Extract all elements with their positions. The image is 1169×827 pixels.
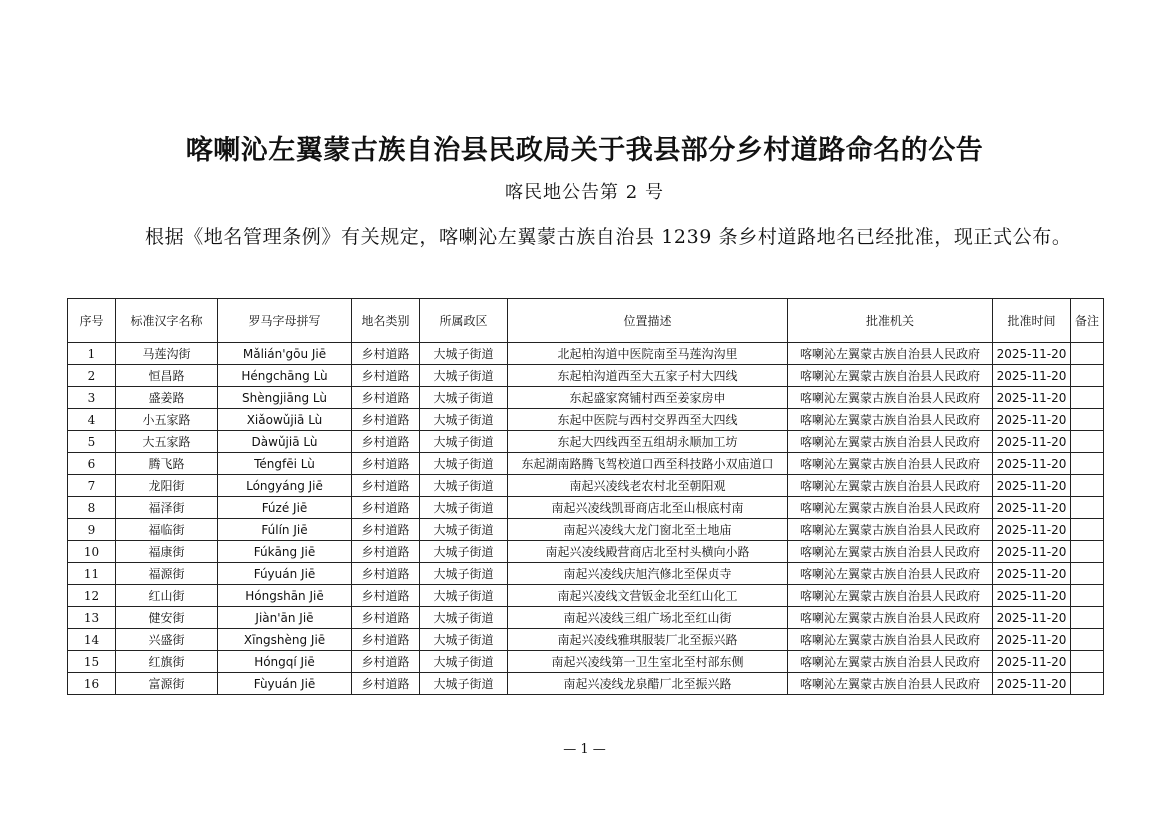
cell-location: 东起大四线西至五组胡永顺加工坊 (508, 431, 788, 453)
cell-name: 富源街 (116, 673, 218, 695)
cell-remarks (1071, 497, 1104, 519)
cell-district: 大城子街道 (420, 651, 508, 673)
cell-date: 2025-11-20 (993, 497, 1071, 519)
cell-category: 乡村道路 (352, 365, 420, 387)
cell-name: 恒昌路 (116, 365, 218, 387)
cell-category: 乡村道路 (352, 475, 420, 497)
table-row (68, 453, 1104, 475)
cell-index: 6 (68, 453, 116, 475)
cell-date: 2025-11-20 (993, 651, 1071, 673)
cell-name: 龙阳街 (116, 475, 218, 497)
cell-district: 大城子街道 (420, 453, 508, 475)
cell-authority: 喀喇沁左翼蒙古族自治县人民政府 (788, 431, 993, 453)
header-remarks: 备注 (1071, 299, 1104, 343)
cell-name: 福泽街 (116, 497, 218, 519)
cell-authority: 喀喇沁左翼蒙古族自治县人民政府 (788, 497, 993, 519)
table-row (68, 497, 1104, 519)
cell-authority: 喀喇沁左翼蒙古族自治县人民政府 (788, 563, 993, 585)
cell-name: 兴盛街 (116, 629, 218, 651)
cell-authority: 喀喇沁左翼蒙古族自治县人民政府 (788, 519, 993, 541)
table-row (68, 365, 1104, 387)
cell-authority: 喀喇沁左翼蒙古族自治县人民政府 (788, 409, 993, 431)
cell-index: 14 (68, 629, 116, 651)
cell-district: 大城子街道 (420, 343, 508, 365)
table-row (68, 673, 1104, 695)
header-pinyin: 罗马字母拼写 (218, 299, 352, 343)
cell-pinyin: Xīngshèng Jiē (218, 629, 352, 651)
cell-remarks (1071, 409, 1104, 431)
cell-index: 1 (68, 343, 116, 365)
header-category: 地名类别 (352, 299, 420, 343)
header-district: 所属政区 (420, 299, 508, 343)
cell-category: 乡村道路 (352, 497, 420, 519)
cell-location: 南起兴凌线雅琪服装厂北至振兴路 (508, 629, 788, 651)
cell-category: 乡村道路 (352, 343, 420, 365)
cell-remarks (1071, 673, 1104, 695)
table-row (68, 651, 1104, 673)
cell-date: 2025-11-20 (993, 541, 1071, 563)
cell-district: 大城子街道 (420, 497, 508, 519)
cell-category: 乡村道路 (352, 673, 420, 695)
table-row (68, 343, 1104, 365)
cell-date: 2025-11-20 (993, 673, 1071, 695)
cell-pinyin: Mǎlián'gōu Jiē (218, 343, 352, 365)
cell-name: 红山街 (116, 585, 218, 607)
cell-authority: 喀喇沁左翼蒙古族自治县人民政府 (788, 629, 993, 651)
cell-location: 南起兴凌线文营钣金北至红山化工 (508, 585, 788, 607)
cell-district: 大城子街道 (420, 475, 508, 497)
cell-name: 腾飞路 (116, 453, 218, 475)
cell-date: 2025-11-20 (993, 607, 1071, 629)
cell-name: 马莲沟街 (116, 343, 218, 365)
cell-pinyin: Hóngshān Jiē (218, 585, 352, 607)
cell-name: 盛姜路 (116, 387, 218, 409)
cell-date: 2025-11-20 (993, 409, 1071, 431)
cell-index: 8 (68, 497, 116, 519)
cell-date: 2025-11-20 (993, 431, 1071, 453)
cell-location: 东起柏沟道西至大五家子村大四线 (508, 365, 788, 387)
table-body (68, 343, 1104, 695)
cell-location: 南起兴凌线第一卫生室北至村部东侧 (508, 651, 788, 673)
cell-district: 大城子街道 (420, 563, 508, 585)
cell-index: 15 (68, 651, 116, 673)
cell-pinyin: Fúyuán Jiē (218, 563, 352, 585)
cell-pinyin: Shèngjiāng Lù (218, 387, 352, 409)
cell-index: 3 (68, 387, 116, 409)
cell-remarks (1071, 431, 1104, 453)
cell-location: 南起兴凌线三组广场北至红山街 (508, 607, 788, 629)
cell-index: 2 (68, 365, 116, 387)
cell-location: 东起湖南路腾飞驾校道口西至科技路小双庙道口 (508, 453, 788, 475)
header-name: 标准汉字名称 (116, 299, 218, 343)
cell-remarks (1071, 475, 1104, 497)
cell-pinyin: Hóngqí Jiē (218, 651, 352, 673)
cell-authority: 喀喇沁左翼蒙古族自治县人民政府 (788, 585, 993, 607)
cell-category: 乡村道路 (352, 409, 420, 431)
road-naming-table (67, 298, 1104, 695)
cell-authority: 喀喇沁左翼蒙古族自治县人民政府 (788, 651, 993, 673)
cell-district: 大城子街道 (420, 431, 508, 453)
cell-location: 北起柏沟道中医院南至马莲沟沟里 (508, 343, 788, 365)
cell-pinyin: Fúlín Jiē (218, 519, 352, 541)
cell-date: 2025-11-20 (993, 387, 1071, 409)
header-index: 序号 (68, 299, 116, 343)
cell-category: 乡村道路 (352, 431, 420, 453)
header-authority: 批准机关 (788, 299, 993, 343)
cell-location: 南起兴凌线庆旭汽修北至保贞寺 (508, 563, 788, 585)
cell-district: 大城子街道 (420, 519, 508, 541)
notice-title: 喀喇沁左翼蒙古族自治县民政局关于我县部分乡村道路命名的公告 (185, 135, 984, 166)
cell-remarks (1071, 365, 1104, 387)
header-location: 位置描述 (508, 299, 788, 343)
table-row (68, 563, 1104, 585)
cell-category: 乡村道路 (352, 453, 420, 475)
cell-index: 16 (68, 673, 116, 695)
cell-district: 大城子街道 (420, 541, 508, 563)
cell-date: 2025-11-20 (993, 629, 1071, 651)
cell-index: 13 (68, 607, 116, 629)
table-row (68, 607, 1104, 629)
cell-authority: 喀喇沁左翼蒙古族自治县人民政府 (788, 387, 993, 409)
cell-location: 南起兴凌线凯哥商店北至山根底村南 (508, 497, 788, 519)
cell-authority: 喀喇沁左翼蒙古族自治县人民政府 (788, 607, 993, 629)
cell-remarks (1071, 651, 1104, 673)
table-row (68, 629, 1104, 651)
table-header-row (68, 299, 1104, 343)
cell-remarks (1071, 343, 1104, 365)
cell-date: 2025-11-20 (993, 563, 1071, 585)
cell-date: 2025-11-20 (993, 343, 1071, 365)
table-row (68, 409, 1104, 431)
cell-category: 乡村道路 (352, 541, 420, 563)
cell-district: 大城子街道 (420, 387, 508, 409)
header-date: 批准时间 (993, 299, 1071, 343)
cell-district: 大城子街道 (420, 585, 508, 607)
cell-authority: 喀喇沁左翼蒙古族自治县人民政府 (788, 541, 993, 563)
cell-district: 大城子街道 (420, 629, 508, 651)
cell-date: 2025-11-20 (993, 585, 1071, 607)
document-number: 喀民地公告第 2 号 (505, 182, 664, 203)
cell-district: 大城子街道 (420, 409, 508, 431)
cell-location: 南起兴凌线殿营商店北至村头横向小路 (508, 541, 788, 563)
cell-remarks (1071, 585, 1104, 607)
cell-district: 大城子街道 (420, 673, 508, 695)
cell-name: 小五家路 (116, 409, 218, 431)
cell-location: 南起兴凌线龙泉醋厂北至振兴路 (508, 673, 788, 695)
cell-index: 5 (68, 431, 116, 453)
cell-remarks (1071, 629, 1104, 651)
table-row (68, 475, 1104, 497)
cell-pinyin: Fùyuán Jiē (218, 673, 352, 695)
cell-authority: 喀喇沁左翼蒙古族自治县人民政府 (788, 365, 993, 387)
table-row (68, 519, 1104, 541)
cell-remarks (1071, 387, 1104, 409)
cell-location: 东起中医院与西村交界西至大四线 (508, 409, 788, 431)
cell-remarks (1071, 563, 1104, 585)
page-number: — 1 — (563, 742, 606, 757)
cell-category: 乡村道路 (352, 387, 420, 409)
cell-pinyin: Héngchāng Lù (218, 365, 352, 387)
cell-location: 东起盛家窝铺村西至姜家房申 (508, 387, 788, 409)
cell-index: 10 (68, 541, 116, 563)
cell-location: 南起兴凌线老农村北至朝阳观 (508, 475, 788, 497)
cell-date: 2025-11-20 (993, 365, 1071, 387)
cell-name: 红旗街 (116, 651, 218, 673)
cell-date: 2025-11-20 (993, 475, 1071, 497)
cell-category: 乡村道路 (352, 585, 420, 607)
intro-paragraph: 根据《地名管理条例》有关规定，喀喇沁左翼蒙古族自治县 1239 条乡村道路地名已经批准，现正式公布。 (145, 226, 1072, 248)
cell-index: 4 (68, 409, 116, 431)
table-row (68, 387, 1104, 409)
cell-district: 大城子街道 (420, 365, 508, 387)
cell-pinyin: Dàwǔjiā Lù (218, 431, 352, 453)
cell-name: 福源街 (116, 563, 218, 585)
cell-pinyin: Téngfēi Lù (218, 453, 352, 475)
table-row (68, 585, 1104, 607)
cell-remarks (1071, 541, 1104, 563)
cell-category: 乡村道路 (352, 519, 420, 541)
cell-pinyin: Fúzé Jiē (218, 497, 352, 519)
cell-index: 12 (68, 585, 116, 607)
cell-index: 7 (68, 475, 116, 497)
cell-category: 乡村道路 (352, 607, 420, 629)
cell-pinyin: Jiàn'ān Jiē (218, 607, 352, 629)
cell-name: 福临街 (116, 519, 218, 541)
cell-remarks (1071, 453, 1104, 475)
cell-index: 9 (68, 519, 116, 541)
cell-remarks (1071, 519, 1104, 541)
cell-authority: 喀喇沁左翼蒙古族自治县人民政府 (788, 673, 993, 695)
cell-pinyin: Fúkāng Jiē (218, 541, 352, 563)
cell-date: 2025-11-20 (993, 453, 1071, 475)
cell-date: 2025-11-20 (993, 519, 1071, 541)
cell-name: 健安街 (116, 607, 218, 629)
cell-authority: 喀喇沁左翼蒙古族自治县人民政府 (788, 475, 993, 497)
cell-pinyin: Xiǎowǔjiā Lù (218, 409, 352, 431)
cell-pinyin: Lóngyáng Jiē (218, 475, 352, 497)
cell-category: 乡村道路 (352, 629, 420, 651)
table-row (68, 541, 1104, 563)
cell-district: 大城子街道 (420, 607, 508, 629)
cell-authority: 喀喇沁左翼蒙古族自治县人民政府 (788, 343, 993, 365)
cell-location: 南起兴凌线大龙门窗北至土地庙 (508, 519, 788, 541)
cell-name: 福康街 (116, 541, 218, 563)
cell-category: 乡村道路 (352, 651, 420, 673)
cell-remarks (1071, 607, 1104, 629)
table-row (68, 431, 1104, 453)
cell-name: 大五家路 (116, 431, 218, 453)
cell-category: 乡村道路 (352, 563, 420, 585)
cell-index: 11 (68, 563, 116, 585)
cell-authority: 喀喇沁左翼蒙古族自治县人民政府 (788, 453, 993, 475)
